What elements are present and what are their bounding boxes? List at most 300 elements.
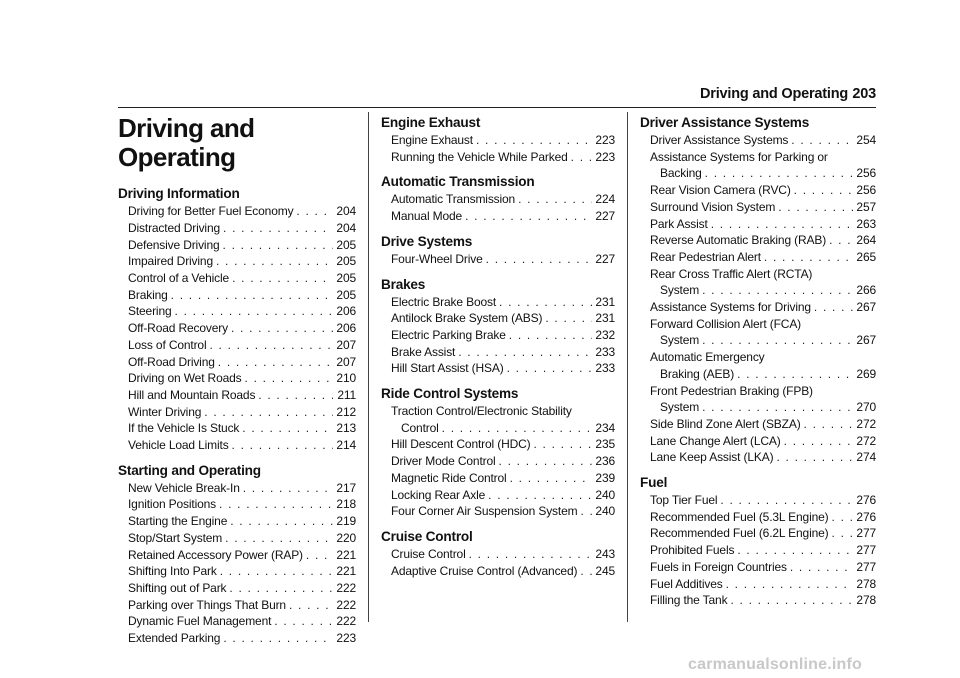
section-heading[interactable]: Cruise Control <box>381 528 473 544</box>
col3-sections <box>640 114 876 609</box>
toc-entry[interactable] <box>381 327 615 344</box>
toc-entry-text: Fuels in Foreign Countries <box>650 559 787 574</box>
toc-entry-page: 264 <box>856 233 876 248</box>
toc-entry-page: 277 <box>856 543 876 558</box>
toc-entry[interactable] <box>640 299 876 316</box>
toc-entry-page: 278 <box>856 593 876 608</box>
toc-entry[interactable] <box>118 287 356 304</box>
toc-entry-page: 234 <box>595 420 615 435</box>
toc-entry-text: Defensive Driving <box>128 237 220 252</box>
section-heading[interactable]: Starting and Operating <box>118 462 261 478</box>
dot-leader <box>306 547 333 564</box>
col2-sections <box>381 114 615 579</box>
toc-entry-text: Loss of Control <box>128 337 207 352</box>
toc-entry[interactable] <box>118 547 356 564</box>
toc-entry[interactable] <box>640 249 876 266</box>
toc-entry-row <box>128 420 356 437</box>
page-number: 203 <box>852 86 876 102</box>
toc-entry-text-line1: Rear Cross Traffic Alert (RCTA) <box>650 266 813 281</box>
toc-entry-text: Prohibited Fuels <box>650 543 735 558</box>
toc-entry[interactable] <box>381 403 615 436</box>
toc-entry[interactable] <box>640 232 876 249</box>
dot-leader <box>711 216 853 233</box>
toc-entry-row <box>128 480 356 497</box>
toc-entry-page: 276 <box>856 493 876 508</box>
toc-entry-page: 222 <box>336 614 356 629</box>
toc-entry-page: 221 <box>336 564 356 579</box>
toc-entry[interactable] <box>381 470 615 487</box>
toc-column-2 <box>381 112 615 587</box>
toc-entry-text: Electric Brake Boost <box>391 294 497 309</box>
section-heading[interactable]: Brakes <box>381 276 426 292</box>
toc-entry-page: 245 <box>595 563 615 578</box>
toc-entry-row <box>391 563 615 580</box>
toc-entry[interactable] <box>118 270 356 287</box>
toc-entry-page: 231 <box>595 294 615 309</box>
toc-entry-row <box>650 449 876 466</box>
toc-section <box>118 462 356 647</box>
toc-entry-text: New Vehicle Break-In <box>128 480 240 495</box>
dot-leader <box>726 576 853 593</box>
toc-entry-page: 220 <box>336 530 356 545</box>
toc-entry-page: 205 <box>336 271 356 285</box>
toc-entry-text: Lane Change Alert (LCA) <box>650 433 781 448</box>
toc-entry-page: 267 <box>856 333 876 348</box>
toc-entry-row <box>650 433 876 450</box>
toc-entry[interactable] <box>640 349 876 382</box>
dot-leader <box>791 132 853 149</box>
dot-leader <box>832 525 854 542</box>
toc-entry[interactable] <box>118 563 356 580</box>
toc-entry-row <box>650 182 876 199</box>
toc-entry-row <box>650 249 876 266</box>
toc-entry-text: Driving for Better Fuel Economy <box>128 204 294 219</box>
dot-leader <box>784 433 853 450</box>
toc-entry-row <box>391 251 615 268</box>
toc-entry[interactable] <box>118 370 356 387</box>
dot-leader <box>175 303 334 320</box>
dot-leader <box>171 287 333 304</box>
toc-entry-row <box>128 597 356 614</box>
watermark: carmanualsonline.info <box>688 656 863 673</box>
toc-entry[interactable] <box>118 354 356 371</box>
toc-entry-text: Side Blind Zone Alert (SBZA) <box>650 416 801 431</box>
toc-entry[interactable] <box>118 387 356 404</box>
toc-entry[interactable] <box>118 437 356 454</box>
toc-entry-row <box>650 216 876 233</box>
toc-entry-row <box>650 165 876 182</box>
toc-entry-row <box>128 220 356 237</box>
toc-entry[interactable] <box>118 253 356 270</box>
toc-entry-page: 274 <box>856 450 876 465</box>
toc-entry-text: Control <box>401 420 439 435</box>
toc-entry[interactable] <box>640 542 876 559</box>
dot-leader <box>705 165 853 182</box>
toc-entry-page: 256 <box>856 183 876 198</box>
toc-entry[interactable] <box>640 433 876 450</box>
dot-leader <box>829 232 853 249</box>
toc-entry[interactable] <box>381 132 615 149</box>
toc-entry-text-line1: Assistance Systems for Parking or <box>650 149 828 164</box>
toc-entry-text: Rear Vision Camera (RVC) <box>650 183 791 198</box>
toc-entry[interactable] <box>640 492 876 509</box>
toc-entry-row <box>128 203 356 220</box>
toc-entry-row <box>128 337 356 354</box>
toc-entry-row <box>128 387 356 404</box>
dot-leader <box>242 420 333 437</box>
dot-leader <box>245 370 334 387</box>
toc-entry-row <box>128 253 356 270</box>
toc-entry-row <box>650 366 876 383</box>
toc-entry-page: 205 <box>336 237 356 252</box>
toc-entry[interactable] <box>640 559 876 576</box>
toc-entry-page: 265 <box>856 249 876 264</box>
toc-entry-page: 277 <box>856 559 876 574</box>
dot-leader <box>730 592 853 609</box>
toc-section <box>118 185 356 454</box>
dot-leader <box>258 387 333 404</box>
toc-entry[interactable] <box>118 613 356 630</box>
section-heading[interactable]: Ride Control Systems <box>381 386 519 402</box>
running-header-title: Driving and Operating <box>700 86 849 102</box>
toc-entry-page: 267 <box>856 300 876 315</box>
toc-entry-text: System <box>660 283 700 298</box>
dot-leader <box>231 320 333 337</box>
toc-entry-row <box>391 344 615 361</box>
toc-entry[interactable] <box>381 546 615 563</box>
toc-entry-row <box>650 332 876 349</box>
toc-entry[interactable] <box>118 496 356 513</box>
toc-entry-page: 206 <box>336 304 356 319</box>
section-heading[interactable]: Driving Information <box>118 186 240 202</box>
toc-entry[interactable] <box>118 203 356 220</box>
toc-entry-row <box>128 630 356 647</box>
toc-entry-row <box>650 525 876 542</box>
toc-entry-row <box>650 399 876 416</box>
toc-entry-text: Locking Rear Axle <box>391 487 486 502</box>
toc-entry-row <box>391 453 615 470</box>
toc-entry-text: Steering <box>128 304 172 319</box>
chapter-title: Driving and Operating <box>118 113 255 172</box>
toc-entry-page: 224 <box>595 192 615 207</box>
toc-entry-page: 211 <box>337 387 356 402</box>
dot-leader <box>778 199 853 216</box>
toc-entry[interactable] <box>640 449 876 466</box>
toc-entry-text: Engine Exhaust <box>391 133 473 147</box>
toc-entry-text: Manual Mode <box>391 209 463 224</box>
toc-entry-page: 278 <box>856 576 876 591</box>
header-rule <box>118 107 876 108</box>
toc-section <box>640 474 876 609</box>
toc-entry-text-line1: Automatic Emergency <box>650 350 765 365</box>
toc-entry-page: 205 <box>336 254 356 269</box>
toc-entry[interactable] <box>640 525 876 542</box>
toc-entry-page: 206 <box>336 321 356 336</box>
section-heading[interactable]: Driver Assistance Systems <box>640 115 810 130</box>
toc-section <box>381 114 615 165</box>
toc-entry-row <box>391 436 615 453</box>
toc-entry-row <box>128 437 356 454</box>
toc-entry[interactable] <box>381 191 615 208</box>
dot-leader <box>223 220 333 237</box>
toc-entry[interactable] <box>640 416 876 433</box>
toc-entry-row <box>650 576 876 593</box>
dot-leader <box>230 513 333 530</box>
toc-entry-text: System <box>660 400 700 415</box>
dot-leader <box>209 337 333 354</box>
toc-entry-row <box>391 487 615 504</box>
dot-leader <box>702 332 853 349</box>
toc-entry[interactable] <box>381 360 615 377</box>
toc-entry-page: 276 <box>856 509 876 524</box>
toc-entry-row <box>650 416 876 433</box>
toc-entry-row <box>391 420 615 437</box>
toc-entry-page: 232 <box>595 327 615 342</box>
toc-entry-text: Parking over Things That Burn <box>128 597 286 612</box>
toc-entry[interactable] <box>640 132 876 149</box>
toc-section <box>381 385 615 520</box>
dot-leader <box>545 310 592 327</box>
col1-sections <box>118 185 356 647</box>
toc-entry-text: Starting the Engine <box>128 514 228 529</box>
toc-entry-page: 207 <box>336 337 356 352</box>
toc-column-1 <box>118 112 356 655</box>
toc-entry-page: 227 <box>595 251 615 266</box>
column-divider <box>368 112 369 622</box>
toc-entry-row <box>128 270 356 287</box>
toc-entry-row <box>650 282 876 299</box>
toc-entry[interactable] <box>640 199 876 216</box>
toc-entry-page: 233 <box>595 361 615 376</box>
toc-entry[interactable] <box>640 592 876 609</box>
dot-leader <box>794 182 853 199</box>
toc-entry-page: 272 <box>856 416 876 431</box>
dot-leader <box>296 203 333 220</box>
toc-entry-text: Assistance Systems for Driving <box>650 300 811 315</box>
dot-leader <box>488 487 592 504</box>
toc-entry[interactable] <box>118 420 356 437</box>
toc-entry-row <box>650 509 876 526</box>
toc-entry-row <box>391 132 615 149</box>
dot-leader <box>232 270 333 287</box>
toc-entry[interactable] <box>118 530 356 547</box>
section-heading[interactable]: Fuel <box>640 475 668 491</box>
toc-entry-row <box>128 370 356 387</box>
dot-leader <box>469 546 592 563</box>
dot-leader <box>571 149 592 166</box>
toc-entry[interactable] <box>118 237 356 254</box>
toc-entry-row <box>650 559 876 576</box>
toc-entry[interactable] <box>118 513 356 530</box>
toc-entry-text: Backing <box>660 166 702 181</box>
toc-entry-text: Recommended Fuel (6.2L Engine) <box>650 526 829 541</box>
toc-entry-text: Filling the Tank <box>650 593 728 608</box>
toc-entry[interactable] <box>640 216 876 233</box>
toc-entry-row <box>650 232 876 249</box>
toc-entry-page: 263 <box>856 216 876 231</box>
toc-entry[interactable] <box>381 487 615 504</box>
dot-leader <box>720 492 853 509</box>
toc-entry-page: 266 <box>856 283 876 298</box>
toc-entry-page: 219 <box>336 514 356 529</box>
dot-leader <box>225 530 333 547</box>
toc-entry-row <box>650 542 876 559</box>
toc-entry-text: Braking <box>128 287 168 302</box>
toc-entry-text: Antilock Brake System (ABS) <box>391 311 543 326</box>
toc-entry-page: 213 <box>336 421 356 436</box>
toc-entry[interactable] <box>118 630 356 647</box>
toc-entry-page: 233 <box>595 344 615 359</box>
toc-entry-row <box>128 613 356 630</box>
toc-entry[interactable] <box>381 436 615 453</box>
toc-entry-page: 257 <box>856 199 876 214</box>
toc-entry-text: Hill and Mountain Roads <box>128 387 256 402</box>
toc-entry-page: 235 <box>595 437 615 452</box>
toc-entry-page: 272 <box>856 433 876 448</box>
toc-entry-row <box>128 547 356 564</box>
toc-entry-page: 222 <box>336 580 356 595</box>
dot-leader <box>465 208 592 225</box>
toc-entry-row <box>128 354 356 371</box>
toc-entry-row <box>391 360 615 377</box>
toc-entry[interactable] <box>381 251 615 268</box>
toc-entry[interactable] <box>640 182 876 199</box>
toc-entry[interactable] <box>640 149 876 182</box>
toc-entry-page: 240 <box>595 487 615 502</box>
dot-leader <box>702 282 853 299</box>
toc-section <box>381 233 615 268</box>
toc-entry-page: 254 <box>856 133 876 147</box>
toc-entry-page: 240 <box>595 504 615 519</box>
section-heading[interactable]: Engine Exhaust <box>381 115 481 130</box>
toc-entry-row <box>128 303 356 320</box>
dot-leader <box>518 191 592 208</box>
toc-entry[interactable] <box>118 480 356 497</box>
toc-entry-row <box>128 563 356 580</box>
toc-entry-text-line1: Forward Collision Alert (FCA) <box>650 316 802 331</box>
toc-entry[interactable] <box>381 453 615 470</box>
toc-entry-page: 223 <box>595 133 615 147</box>
toc-entry-row <box>391 470 615 487</box>
toc-entry[interactable] <box>640 576 876 593</box>
toc-entry[interactable] <box>381 310 615 327</box>
dot-leader <box>232 437 333 454</box>
toc-column-3 <box>640 112 876 617</box>
toc-entry-row <box>391 191 615 208</box>
toc-entry-text: Park Assist <box>650 216 708 231</box>
toc-section <box>381 173 615 224</box>
toc-entry-text: Driver Assistance Systems <box>650 133 789 147</box>
toc-entry-text: Off-Road Driving <box>128 354 215 369</box>
toc-entry-row <box>128 530 356 547</box>
toc-entry-row <box>650 299 876 316</box>
dot-leader <box>533 436 592 453</box>
toc-entry-text: Hill Start Assist (HSA) <box>391 361 504 376</box>
toc-entry-text: Off-Road Recovery <box>128 321 228 336</box>
toc-entry-row <box>128 320 356 337</box>
toc-entry-row <box>128 404 356 421</box>
toc-entry-text: Cruise Control <box>391 546 466 561</box>
toc-entry[interactable] <box>640 316 876 349</box>
dot-leader <box>764 249 853 266</box>
toc-entry[interactable] <box>640 266 876 299</box>
toc-entry-page: 269 <box>856 366 876 381</box>
toc-entry[interactable] <box>118 220 356 237</box>
toc-entry-text: Winter Driving <box>128 404 202 419</box>
toc-entry-text: Hill Descent Control (HDC) <box>391 437 531 452</box>
toc-entry-text-line1: Traction Control/Electronic Stability <box>391 404 572 419</box>
toc-entry-text: Driving on Wet Roads <box>128 371 242 386</box>
toc-entry-page: 221 <box>336 547 356 562</box>
toc-entry-page: 223 <box>595 149 615 164</box>
toc-entry[interactable] <box>118 320 356 337</box>
toc-entry-page: 222 <box>336 597 356 612</box>
toc-entry-text: Adaptive Cruise Control (Advanced) <box>391 563 578 578</box>
toc-entry-text-line1: Front Pedestrian Braking (FPB) <box>650 383 813 398</box>
toc-entry-text: Lane Keep Assist (LKA) <box>650 450 774 465</box>
toc-entry-page: 207 <box>336 354 356 369</box>
toc-entry-row <box>128 496 356 513</box>
toc-entry-text: Stop/Start System <box>128 530 223 545</box>
dot-leader <box>499 453 592 470</box>
toc-entry-text: Ignition Positions <box>128 497 217 512</box>
dot-leader <box>289 597 333 614</box>
dot-leader <box>274 613 333 630</box>
toc-entry[interactable] <box>640 383 876 416</box>
toc-entry[interactable] <box>118 404 356 421</box>
toc-entry-page: 214 <box>336 438 356 453</box>
toc-entry[interactable] <box>381 294 615 311</box>
toc-entry-row <box>391 294 615 311</box>
toc-entry[interactable] <box>640 509 876 526</box>
toc-entry[interactable] <box>381 503 615 520</box>
dot-leader <box>510 470 592 487</box>
toc-entry[interactable] <box>381 149 615 166</box>
dot-leader <box>509 327 592 344</box>
toc-entry-text: Shifting out of Park <box>128 580 227 595</box>
toc-entry-page: 277 <box>856 526 876 541</box>
toc-entry-page: 204 <box>336 220 356 235</box>
toc-entry[interactable] <box>118 580 356 597</box>
section-heading[interactable]: Automatic Transmission <box>381 174 535 190</box>
toc-entry[interactable] <box>118 597 356 614</box>
toc-entry-text: Magnetic Ride Control <box>391 470 507 485</box>
toc-entry-text: Retained Accessory Power (RAP) <box>128 547 303 562</box>
dot-leader <box>458 344 592 361</box>
toc-entry-text: Reverse Automatic Braking (RAB) <box>650 233 827 248</box>
toc-entry[interactable] <box>381 563 615 580</box>
toc-entry-page: 231 <box>595 311 615 326</box>
toc-entry-text: Shifting Into Park <box>128 564 217 579</box>
dot-leader <box>832 509 854 526</box>
dot-leader <box>776 449 853 466</box>
toc-entry[interactable] <box>381 208 615 225</box>
toc-section <box>381 528 615 579</box>
section-heading[interactable]: Drive Systems <box>381 233 473 249</box>
toc-entry-text: Four-Wheel Drive <box>391 251 483 266</box>
dot-leader <box>737 366 853 383</box>
dot-leader <box>702 399 853 416</box>
toc-entry-text: Dynamic Fuel Management <box>128 614 272 629</box>
toc-entry[interactable] <box>381 344 615 361</box>
dot-leader <box>220 563 333 580</box>
toc-entry-text: Rear Pedestrian Alert <box>650 249 761 264</box>
toc-entry[interactable] <box>118 337 356 354</box>
toc-entry[interactable] <box>118 303 356 320</box>
toc-entry-page: 227 <box>595 209 615 224</box>
toc-entry-text: Vehicle Load Limits <box>128 438 229 453</box>
toc-entry-text: Braking (AEB) <box>660 366 735 381</box>
